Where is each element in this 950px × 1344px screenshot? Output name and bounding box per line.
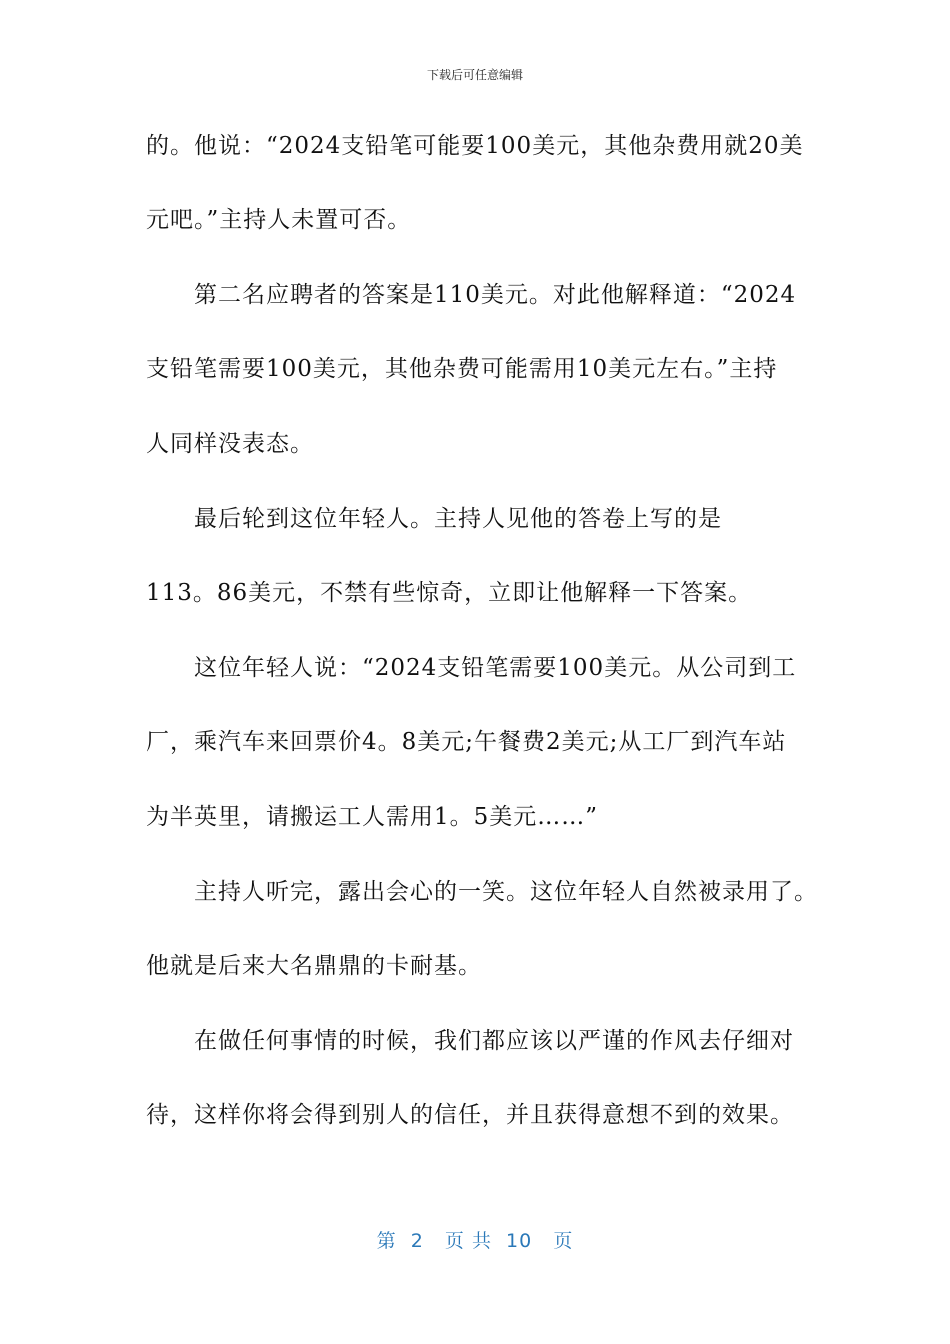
page-header: 下载后可任意编辑 xyxy=(426,68,523,82)
body-line: 第二名应聘者的答案是110美元。对此他解释道：“2024 xyxy=(194,282,797,308)
body-line: 支铅笔需要100美元，其他杂费可能需用10美元左右。”主持 xyxy=(146,356,778,382)
body-line: 他就是后来大名鼎鼎的卡耐基。 xyxy=(146,953,482,979)
body-line: 为半英里，请搬运工人需用1。5美元……” xyxy=(146,804,599,830)
body-line: 的。他说：“2024支铅笔可能要100美元，其他杂费用就20美 xyxy=(146,133,804,159)
page-number-text: 第 2 页 共 10 页 xyxy=(376,1230,574,1252)
body-line: 最后轮到这位年轻人。主持人见他的答卷上写的是 xyxy=(194,506,722,532)
body-line: 人同样没表态。 xyxy=(146,431,314,457)
body-line: 主持人听完，露出会心的一笑。这位年轻人自然被录用了。 xyxy=(194,879,818,905)
body-line: 这位年轻人说：“2024支铅笔需要100美元。从公司到工 xyxy=(194,655,797,681)
body-line: 元吧。”主持人未置可否。 xyxy=(146,207,412,233)
body-line: 待，这样你将会得到别人的信任，并且获得意想不到的效果。 xyxy=(146,1102,794,1128)
page-number-footer xyxy=(0,1226,950,1253)
body-line: 厂，乘汽车来回票价4。8美元;午餐费2美元;从工厂到汽车站 xyxy=(146,729,787,755)
body-line: 在做任何事情的时候，我们都应该以严谨的作风去仔细对 xyxy=(194,1028,794,1054)
body-line: 113。86美元，不禁有些惊奇，立即让他解释一下答案。 xyxy=(146,580,753,606)
